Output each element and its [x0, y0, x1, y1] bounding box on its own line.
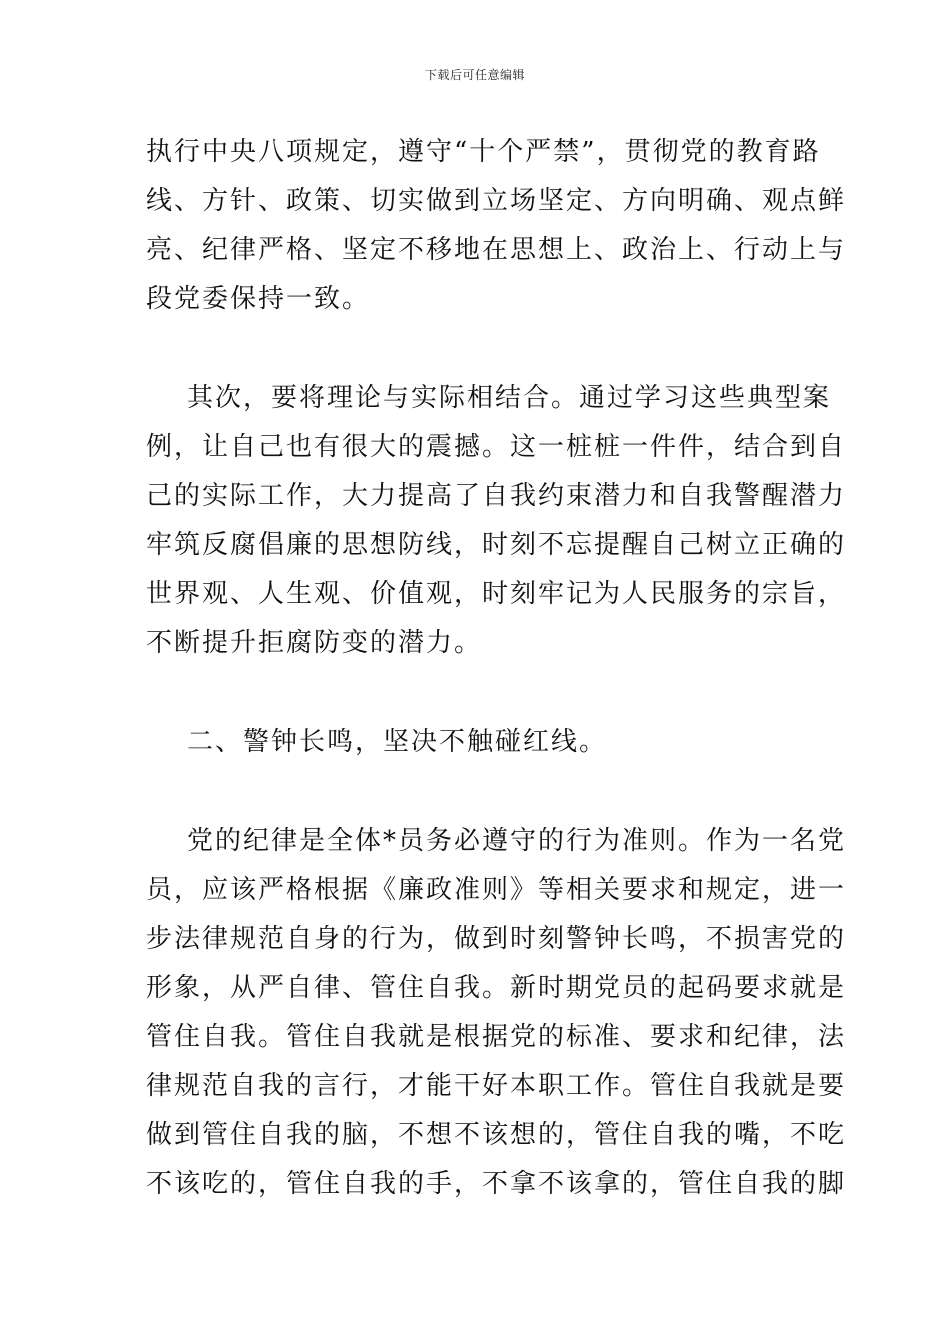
- paragraph-3-line-7: 做到管住自我的脑，不想不该想的，管住自我的嘴，不吃: [146, 1120, 847, 1150]
- paragraph-spacer: [146, 767, 806, 817]
- header-note: 下载后可任意编辑: [424, 68, 525, 82]
- paragraph-2-line-2: 例，让自己也有很大的震撼。这一桩桩一件件，结合到自: [146, 432, 847, 462]
- paragraph-3-line-2: 员，应该严格根据《廉政准则》等相关要求和规定，进一: [146, 875, 847, 905]
- section-heading: 二、警钟长鸣，坚决不触碰红线。: [146, 727, 608, 757]
- paragraph-3-line-6: 律规范自我的言行，才能干好本职工作。管住自我就是要: [146, 1071, 847, 1101]
- paragraph-3-line-1: 党的纪律是全体*员务必遵守的行为准则。作为一名党: [146, 826, 847, 856]
- paragraph-2-line-4: 牢筑反腐倡廉的思想防线，时刻不忘提醒自己树立正确的: [146, 530, 847, 560]
- paragraph-spacer: [146, 324, 806, 374]
- paragraph-2-line-5: 世界观、人生观、价值观，时刻牢记为人民服务的宗旨，: [146, 579, 847, 609]
- paragraph-3-line-4: 形象，从严自律、管住自我。新时期党员的起码要求就是: [146, 973, 847, 1003]
- paragraph-3-line-8: 不该吃的，管住自我的手，不拿不该拿的，管住自我的脚: [146, 1169, 847, 1199]
- paragraph-spacer: [146, 668, 806, 718]
- paragraph-2-line-1: 其次，要将理论与实际相结合。通过学习这些典型案: [146, 383, 832, 413]
- paragraph-2-line-6: 不断提升拒腐防变的潜力。: [146, 628, 483, 658]
- paragraph-1-line-4: 段党委保持一致。: [146, 284, 371, 314]
- document-body: [146, 128, 847, 1209]
- paragraph-2-line-3: 己的实际工作，大力提高了自我约束潜力和自我警醒潜力: [146, 481, 847, 511]
- paragraph-3-line-3: 步法律规范自身的行为，做到时刻警钟长鸣，不损害党的: [146, 924, 847, 954]
- paragraph-1-line-1: 执行中央八项规定，遵守“十个严禁”，贯彻党的教育路: [146, 137, 821, 167]
- paragraph-1-line-3: 亮、纪律严格、坚定不移地在思想上、政治上、行动上与: [146, 235, 847, 265]
- paragraph-1-line-2: 线、方针、政策、切实做到立场坚定、方向明确、观点鲜: [146, 186, 847, 216]
- paragraph-3-line-5: 管住自我。管住自我就是根据党的标准、要求和纪律，法: [146, 1022, 847, 1052]
